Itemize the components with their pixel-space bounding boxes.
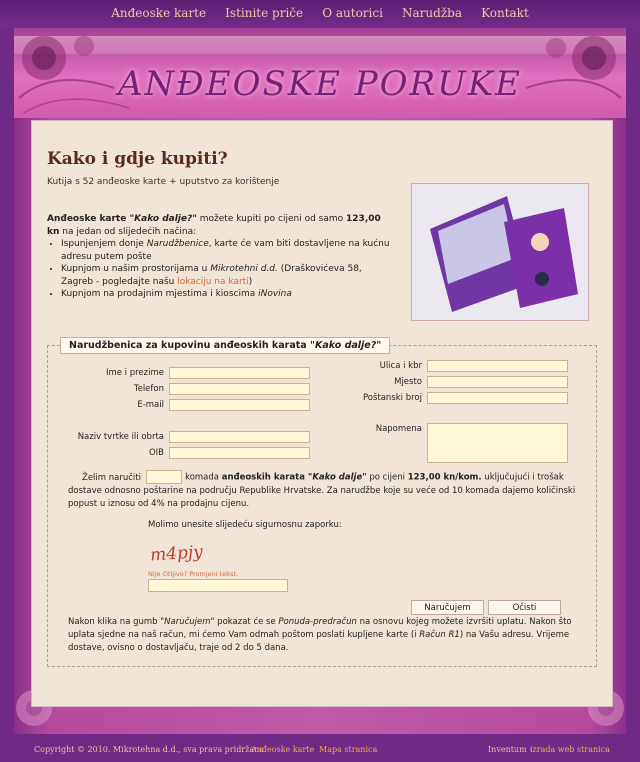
company-label: Naziv tvrtke ili obrta [77, 432, 164, 442]
captcha-input[interactable] [148, 579, 288, 592]
product-photo [411, 183, 589, 321]
copyright-text: Copyright © 2010. Mikrotehna d.d., sva prava pridržana [34, 745, 265, 754]
order-quantity-text: Želim naručiti komada anđeoskih karata "Kako dalje" po cijeni 123,00 kn/kom. uključujući i trošak dostave odnosno poštarine na području Republike Hrvatske. Za narudžbe koje su veće od 10 komada dajemo količinski popust u iznosu od 4% na prodajnu cijenu. [68, 470, 588, 511]
captcha-refresh-link[interactable]: Nije čitljivo? Promjeni tekst. [148, 570, 238, 578]
company-input[interactable] [169, 431, 310, 443]
nav-link-narudzba[interactable]: Narudžba [402, 6, 462, 20]
order-form [47, 340, 597, 667]
street-input[interactable] [427, 360, 568, 372]
nav-link-o-autorici[interactable]: O autorici [322, 6, 383, 20]
page-frame [14, 28, 626, 734]
postal-label: Poštanski broj [362, 393, 422, 403]
postal-input[interactable] [427, 392, 568, 404]
submit-order-button[interactable]: Naručujem [411, 600, 484, 615]
captcha-label: Molimo unesite slijedeću sigurnosnu zaporku: [148, 520, 342, 530]
phone-input[interactable] [169, 383, 310, 395]
list-item: • Kupnjom u našim prostorijama u Mikrotehni d.d. (Draškovićeva 58, Zagreb - pogledajte našu lokaciju na karti) [61, 263, 395, 288]
note-textarea[interactable] [427, 423, 568, 463]
intro-paragraph: Anđeoske karte "Kako dalje?" možete kupiti po cijeni od samo 123,00 kn na jedan od slijedećih načina: [47, 214, 381, 237]
name-input[interactable] [169, 367, 310, 379]
content-panel [31, 120, 613, 707]
list-item: • Ispunjenjem donje Narudžbenice, karte će vam biti dostavljene na kućnu adresu putem pošte [61, 238, 395, 263]
purchase-options-list [47, 238, 395, 301]
note-label: Napomena [375, 424, 422, 434]
site-title: ANĐEOSKE PORUKE [118, 64, 522, 104]
captcha-code: m4pjy [149, 541, 204, 566]
purchase-intro [47, 213, 395, 301]
order-form-legend: Narudžbenica za kupovinu anđeoskih karata "Kako dalje?" [60, 337, 390, 354]
nav-link-andeoske-karte[interactable]: Anđeoske karte [111, 6, 207, 20]
credit-text: Inventum - [488, 745, 532, 754]
quantity-input[interactable] [146, 470, 182, 484]
captcha-image [148, 536, 228, 568]
footer [0, 734, 640, 762]
page-title: Kako i gdje kupiti? [47, 149, 228, 169]
top-navigation [0, 0, 640, 28]
map-location-link[interactable]: lokaciju na karti [177, 276, 249, 287]
footer-link-andeoske-karte[interactable]: Anđeoske karte [251, 745, 315, 754]
city-input[interactable] [427, 376, 568, 388]
header-banner [14, 28, 626, 118]
city-label: Mjesto [394, 377, 422, 387]
oib-label: OIB [148, 448, 164, 458]
oib-input[interactable] [169, 447, 310, 459]
order-info-text: Nakon klika na gumb "Naručujem" pokazat će se Ponuda-predračun na osnovu kojeg možete izvršiti uplatu. Nakon što uplata sjedne na naš račun, mi ćemo Vam odmah poštom poslati kupljene karte (i Račun R1) na Vašu adresu. Vrijeme dostave, ovisno o dostavljaču, traje od 2 do 5 dana. [68, 617, 572, 653]
name-label: Ime i prezime [105, 368, 164, 378]
card-box-image [412, 184, 588, 320]
credit-link[interactable]: izrada web stranica [530, 745, 610, 754]
email-input[interactable] [169, 399, 310, 411]
clear-form-button[interactable]: Očisti [488, 600, 561, 615]
email-label: E-mail [137, 400, 164, 410]
footer-link-sitemap[interactable]: Mapa stranica [319, 745, 378, 754]
nav-link-kontakt[interactable]: Kontakt [481, 6, 529, 20]
street-label: Ulica i kbr [379, 361, 422, 371]
phone-label: Telefon [133, 384, 164, 394]
nav-link-istinite-price[interactable]: Istinite priče [225, 6, 304, 20]
list-item: • Kupnjom na prodajnim mjestima i kioscima iNovina [61, 288, 395, 301]
page-subtitle: Kutija s 52 anđeoske karte + uputstvo za korištenje [47, 177, 280, 187]
